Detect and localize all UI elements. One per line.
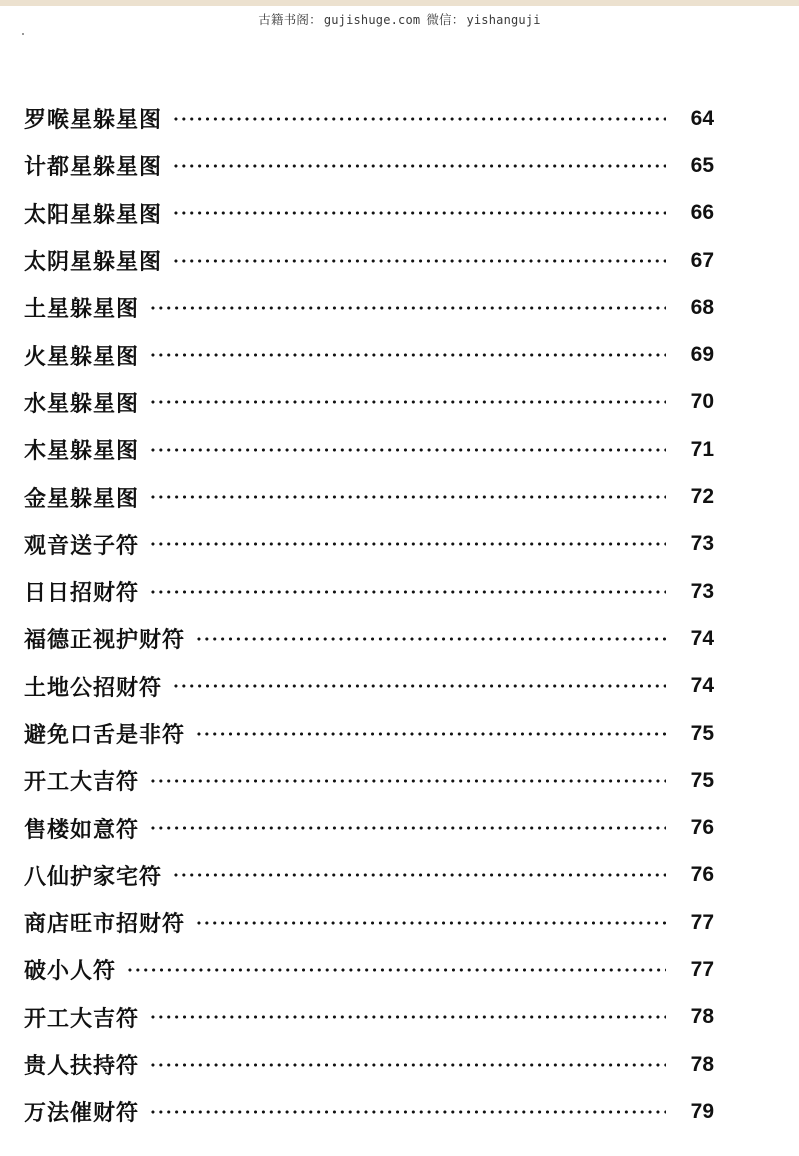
toc-entry: [24, 284, 714, 331]
toc-entry-title: 土地公招财符: [24, 675, 163, 701]
toc-entry-title: 避免口舌是非符: [24, 723, 186, 748]
dot-leader: [126, 959, 666, 981]
toc-entry-page-number: 75: [690, 721, 714, 745]
toc-entry-title: 土星躲星图: [24, 297, 140, 323]
toc-entry-page-number: 74: [690, 626, 714, 650]
dot-leader: [149, 770, 666, 792]
toc-entry-page-number: 65: [690, 153, 714, 177]
dot-leader: [149, 581, 666, 603]
toc-entry-title: 罗喉星躲星图: [24, 108, 163, 134]
dot-leader: [172, 108, 666, 130]
toc-entry-title: 售楼如意符: [24, 817, 140, 843]
toc-entry-title: 贵人扶持符: [24, 1054, 140, 1080]
toc-entry: [24, 1088, 714, 1135]
dot-leader: [172, 864, 666, 886]
wechat-id: yishanguji: [466, 13, 541, 27]
site-label: 古籍书阁：: [258, 12, 322, 27]
dot-leader: [195, 723, 666, 745]
page-header: [0, 10, 799, 28]
toc-entry-title: 观音送子符: [24, 533, 140, 559]
toc-entry-title: 开工大吉符: [24, 770, 140, 796]
toc-entry-page-number: 64: [690, 106, 714, 130]
toc-entry: [24, 899, 714, 946]
toc-entry: [24, 804, 714, 851]
toc-entry-page-number: 69: [690, 343, 714, 367]
toc-entry-title: 八仙护家宅符: [24, 864, 163, 890]
toc-entry-page-number: 70: [690, 390, 714, 414]
toc-entry-title: 福德正视护财符: [24, 628, 186, 654]
toc-entry-title: 商店旺市招财符: [24, 912, 186, 938]
dot-leader: [149, 1101, 666, 1123]
toc-entry-title: 太阴星躲星图: [24, 250, 163, 276]
toc-entry-title: 开工大吉符: [24, 1006, 140, 1032]
dot-leader: [172, 250, 666, 272]
toc-entry-page-number: 66: [690, 201, 714, 225]
toc-entry-page-number: 68: [690, 295, 714, 319]
toc-entry-page-number: 74: [690, 674, 714, 698]
dot-leader: [172, 202, 666, 224]
toc-entry-page-number: 71: [690, 437, 714, 461]
dot-leader: [149, 1054, 666, 1076]
toc-entry: [24, 426, 714, 473]
table-of-contents: [24, 95, 714, 1136]
toc-entry-title: 日日招财符: [24, 581, 140, 607]
toc-entry-title: 木星躲星图: [24, 439, 140, 465]
toc-entry-page-number: 77: [690, 910, 714, 934]
scan-speck: [22, 33, 24, 35]
toc-entry: [24, 946, 714, 993]
toc-entry: [24, 521, 714, 568]
dot-leader: [149, 391, 666, 413]
toc-entry: [24, 710, 714, 757]
toc-entry: [24, 615, 714, 662]
toc-entry: [24, 95, 714, 142]
toc-entry: [24, 379, 714, 426]
toc-entry-page-number: 78: [690, 1005, 714, 1029]
toc-entry-title: 太阳星躲星图: [24, 202, 163, 228]
toc-entry: [24, 237, 714, 284]
dot-leader: [149, 439, 666, 461]
toc-entry: [24, 852, 714, 899]
toc-entry: [24, 757, 714, 804]
dot-leader: [149, 1006, 666, 1028]
toc-entry-page-number: 73: [690, 532, 714, 556]
toc-entry-title: 水星躲星图: [24, 391, 140, 417]
dot-leader: [195, 628, 666, 650]
top-border: [0, 0, 799, 6]
site-url: gujishuge.com: [323, 13, 421, 27]
toc-entry-title: 破小人符: [24, 959, 117, 985]
toc-entry-title: 金星躲星图: [24, 486, 140, 512]
toc-entry-page-number: 78: [690, 1052, 714, 1076]
toc-entry-page-number: 76: [690, 816, 714, 840]
toc-entry: [24, 1041, 714, 1088]
wechat-label: 微信：: [426, 12, 465, 27]
toc-entry-page-number: 76: [690, 863, 714, 887]
dot-leader: [149, 533, 666, 555]
toc-entry: [24, 994, 714, 1041]
toc-entry-title: 万法催财符: [24, 1101, 140, 1127]
toc-entry: [24, 142, 714, 189]
toc-entry-page-number: 67: [690, 248, 714, 272]
toc-entry-page-number: 72: [690, 485, 714, 509]
toc-entry-title: 火星躲星图: [24, 344, 140, 370]
toc-entry: [24, 663, 714, 710]
dot-leader: [172, 155, 666, 177]
dot-leader: [172, 675, 666, 697]
toc-entry: [24, 473, 714, 520]
dot-leader: [149, 817, 666, 839]
dot-leader: [195, 912, 666, 934]
dot-leader: [149, 344, 666, 366]
toc-entry-page-number: 77: [690, 957, 714, 981]
toc-entry: [24, 190, 714, 237]
toc-entry: [24, 331, 714, 378]
toc-entry-title: 计都星躲星图: [24, 155, 163, 181]
dot-leader: [149, 297, 666, 319]
toc-entry: [24, 568, 714, 615]
dot-leader: [149, 486, 666, 508]
toc-entry-page-number: 75: [690, 768, 714, 792]
toc-entry-page-number: 79: [690, 1099, 714, 1123]
toc-entry-page-number: 73: [690, 579, 714, 603]
